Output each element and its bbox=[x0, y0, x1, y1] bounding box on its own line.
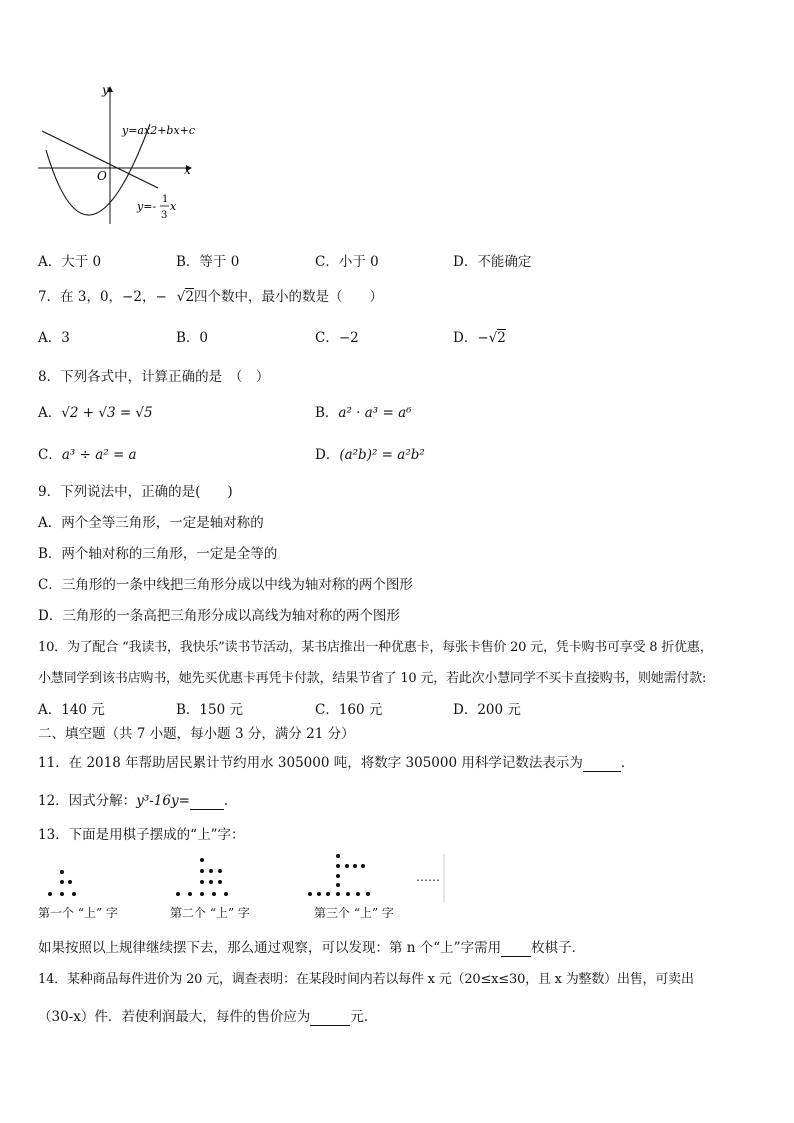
q14-line-2 bbox=[38, 1005, 377, 1026]
q6-option-c: C．小于 0 bbox=[315, 254, 379, 270]
chess-piece-dot bbox=[188, 892, 192, 896]
origin-label: O bbox=[97, 169, 107, 183]
q8-a-expr: √2 + √3 = √5 bbox=[61, 405, 153, 421]
x-axis-label: x bbox=[184, 163, 191, 177]
q8-a-label: A． bbox=[38, 405, 62, 421]
q8-option-d bbox=[315, 443, 425, 463]
q12-end: ． bbox=[223, 793, 238, 809]
q13-answer-blank[interactable] bbox=[501, 940, 531, 957]
caption-second: 第二个 “上” 字 bbox=[170, 906, 250, 920]
parabola-label: y=ax2+bx+c bbox=[122, 124, 196, 137]
q7-stem-c: 四个数中，最小的数是（ ） bbox=[193, 289, 383, 305]
sqrt-icon: √ bbox=[176, 289, 186, 305]
chess-piece-dot bbox=[366, 892, 370, 896]
q8-d-expr: (a²b)² = a²b² bbox=[339, 447, 425, 463]
chess-piece-dot bbox=[336, 883, 340, 887]
chess-piece-dot bbox=[345, 864, 349, 868]
q6-option-b: B．等于 0 bbox=[176, 254, 240, 270]
q10-option-a: A．140 元 bbox=[38, 702, 105, 718]
q8-d-label: D． bbox=[315, 447, 340, 463]
q11 bbox=[38, 751, 634, 772]
chess-piece-dot bbox=[48, 892, 52, 896]
chess-piece-dot bbox=[326, 892, 330, 896]
chess-piece-dot bbox=[336, 864, 340, 868]
q7-option-a: A．3 bbox=[38, 330, 70, 346]
q14-line-1: 14．某种商品每件进价为 20 元，调查表明：在某段时间内若以每件 x 元（20≤x≤30，且 x 为整数）出售，可卖出 bbox=[38, 972, 694, 987]
chess-piece-dot bbox=[212, 892, 216, 896]
q12-text: 12．因式分解： bbox=[38, 793, 137, 809]
q9-option-a: A．两个全等三角形，一定是轴对称的 bbox=[38, 515, 264, 531]
chess-piece-dot bbox=[176, 892, 180, 896]
chess-piece-dot bbox=[60, 870, 64, 874]
chess-piece-dot bbox=[317, 892, 321, 896]
q10-option-b: B．150 元 bbox=[176, 702, 243, 718]
q13-question-b: 枚棋子． bbox=[531, 940, 586, 956]
q7-option-d-rad: 2 bbox=[497, 330, 506, 346]
q9-option-d: D．三角形的一条高把三角形分成以高线为轴对称的两个图形 bbox=[38, 608, 400, 624]
line-label-var: x bbox=[170, 200, 177, 213]
q11-answer-blank[interactable] bbox=[583, 755, 621, 772]
chess-piece-dot bbox=[336, 854, 340, 858]
q10-option-c: C．160 元 bbox=[315, 702, 383, 718]
q7-stem-b: 2 bbox=[185, 289, 194, 305]
q8-b-expr: a² · a³ = a⁶ bbox=[338, 405, 412, 421]
q7-option-d-prefix: D．− bbox=[453, 330, 489, 346]
chess-piece-dot bbox=[209, 880, 213, 884]
chess-pieces-pattern bbox=[36, 852, 448, 902]
chess-piece-dot bbox=[336, 892, 340, 896]
sqrt-icon: √ bbox=[488, 330, 498, 346]
y-axis-label: y bbox=[102, 83, 109, 97]
q7-option-d bbox=[453, 326, 506, 346]
q7-stem-a: 7．在 3，0，−2，− bbox=[38, 289, 167, 305]
function-graph bbox=[34, 78, 214, 228]
q14-line-2a: （30-x）件．若使利润最大，每件的售价应为 bbox=[38, 1009, 311, 1025]
q11-end: ． bbox=[620, 755, 635, 771]
q13-question bbox=[38, 936, 585, 957]
chess-piece-dot bbox=[224, 892, 228, 896]
q12 bbox=[38, 789, 237, 810]
chess-piece-dot bbox=[336, 874, 340, 878]
chess-piece-dot bbox=[308, 892, 312, 896]
q13-stem: 13．下面是用棋子摆成的“上”字： bbox=[38, 827, 245, 843]
ellipsis: …… bbox=[416, 870, 440, 884]
chess-pieces-figure bbox=[36, 852, 448, 920]
chess-piece-dot bbox=[361, 864, 365, 868]
chess-piece-dot bbox=[356, 892, 360, 896]
line-label-den: 3 bbox=[161, 210, 168, 221]
chess-piece-dot bbox=[346, 892, 350, 896]
q10-line-2: 小慧同学到该书店购书，她先买优惠卡再凭卡付款，结果节省了 10 元，若此次小慧同学不买卡直接购书，则她需付款: bbox=[38, 671, 707, 686]
q9-option-c: C．三角形的一条中线把三角形分成以中线为轴对称的两个图形 bbox=[38, 577, 413, 593]
q10-option-d: D．200 元 bbox=[453, 702, 521, 718]
q8-option-c bbox=[38, 443, 137, 463]
q8-b-label: B． bbox=[315, 405, 339, 421]
q12-expr: y³-16y= bbox=[136, 793, 190, 809]
q8-c-expr: a³ ÷ a² = a bbox=[61, 447, 137, 463]
q6-option-d: D．不能确定 bbox=[453, 254, 532, 270]
q14-answer-blank[interactable] bbox=[310, 1009, 350, 1026]
chess-piece-dot bbox=[218, 880, 222, 884]
chess-piece-dot bbox=[72, 892, 76, 896]
section-2-heading: 二、填空题（共 7 小题，每小题 3 分，满分 21 分） bbox=[38, 726, 355, 742]
q8-option-b bbox=[315, 401, 412, 421]
chess-piece-dot bbox=[200, 892, 204, 896]
chess-piece-dot bbox=[209, 869, 213, 873]
chess-piece-dot bbox=[60, 880, 64, 884]
q7-stem bbox=[38, 285, 383, 305]
q7-option-b: B．0 bbox=[176, 330, 209, 346]
q6-option-a: A．大于 0 bbox=[38, 254, 102, 270]
q12-answer-blank[interactable] bbox=[190, 793, 224, 810]
q8-option-a bbox=[38, 401, 153, 421]
q8-c-label: C． bbox=[38, 447, 62, 463]
q9-stem: 9．下列说法中，正确的是( ) bbox=[38, 484, 233, 500]
q9-option-b: B．两个轴对称的三角形，一定是全等的 bbox=[38, 546, 278, 562]
caption-first: 第一个 “上” 字 bbox=[38, 906, 118, 920]
line-label-num: 1 bbox=[162, 194, 169, 205]
q13-question-a: 如果按照以上规律继续摆下去，那么通过观察，可以发现：第 n 个“上”字需用 bbox=[38, 940, 502, 956]
chess-piece-dot bbox=[218, 869, 222, 873]
q11-text: 11．在 2018 年帮助居民累计节约用水 305000 吨，将数字 305000 用科学记数法表示为 bbox=[38, 755, 583, 771]
line-label-prefix: y=- bbox=[137, 200, 157, 213]
chess-piece-dot bbox=[353, 864, 357, 868]
q8-stem: 8．下列各式中，计算正确的是 （ ） bbox=[38, 369, 270, 385]
chess-piece-dot bbox=[68, 880, 72, 884]
chess-piece-dot bbox=[60, 892, 64, 896]
chess-piece-dot bbox=[200, 869, 204, 873]
q10-line-1: 10．为了配合 “我读书，我快乐”读书节活动，某书店推出一种优惠卡，每张卡售价 20 元，凭卡购书可享受 8 折优惠， bbox=[38, 640, 713, 655]
q14-line-2b: 元． bbox=[350, 1009, 378, 1025]
caption-third: 第三个 “上” 字 bbox=[314, 906, 394, 920]
chess-piece-dot bbox=[200, 880, 204, 884]
chess-piece-dot bbox=[200, 858, 204, 862]
q7-option-c: C．−2 bbox=[315, 330, 359, 346]
